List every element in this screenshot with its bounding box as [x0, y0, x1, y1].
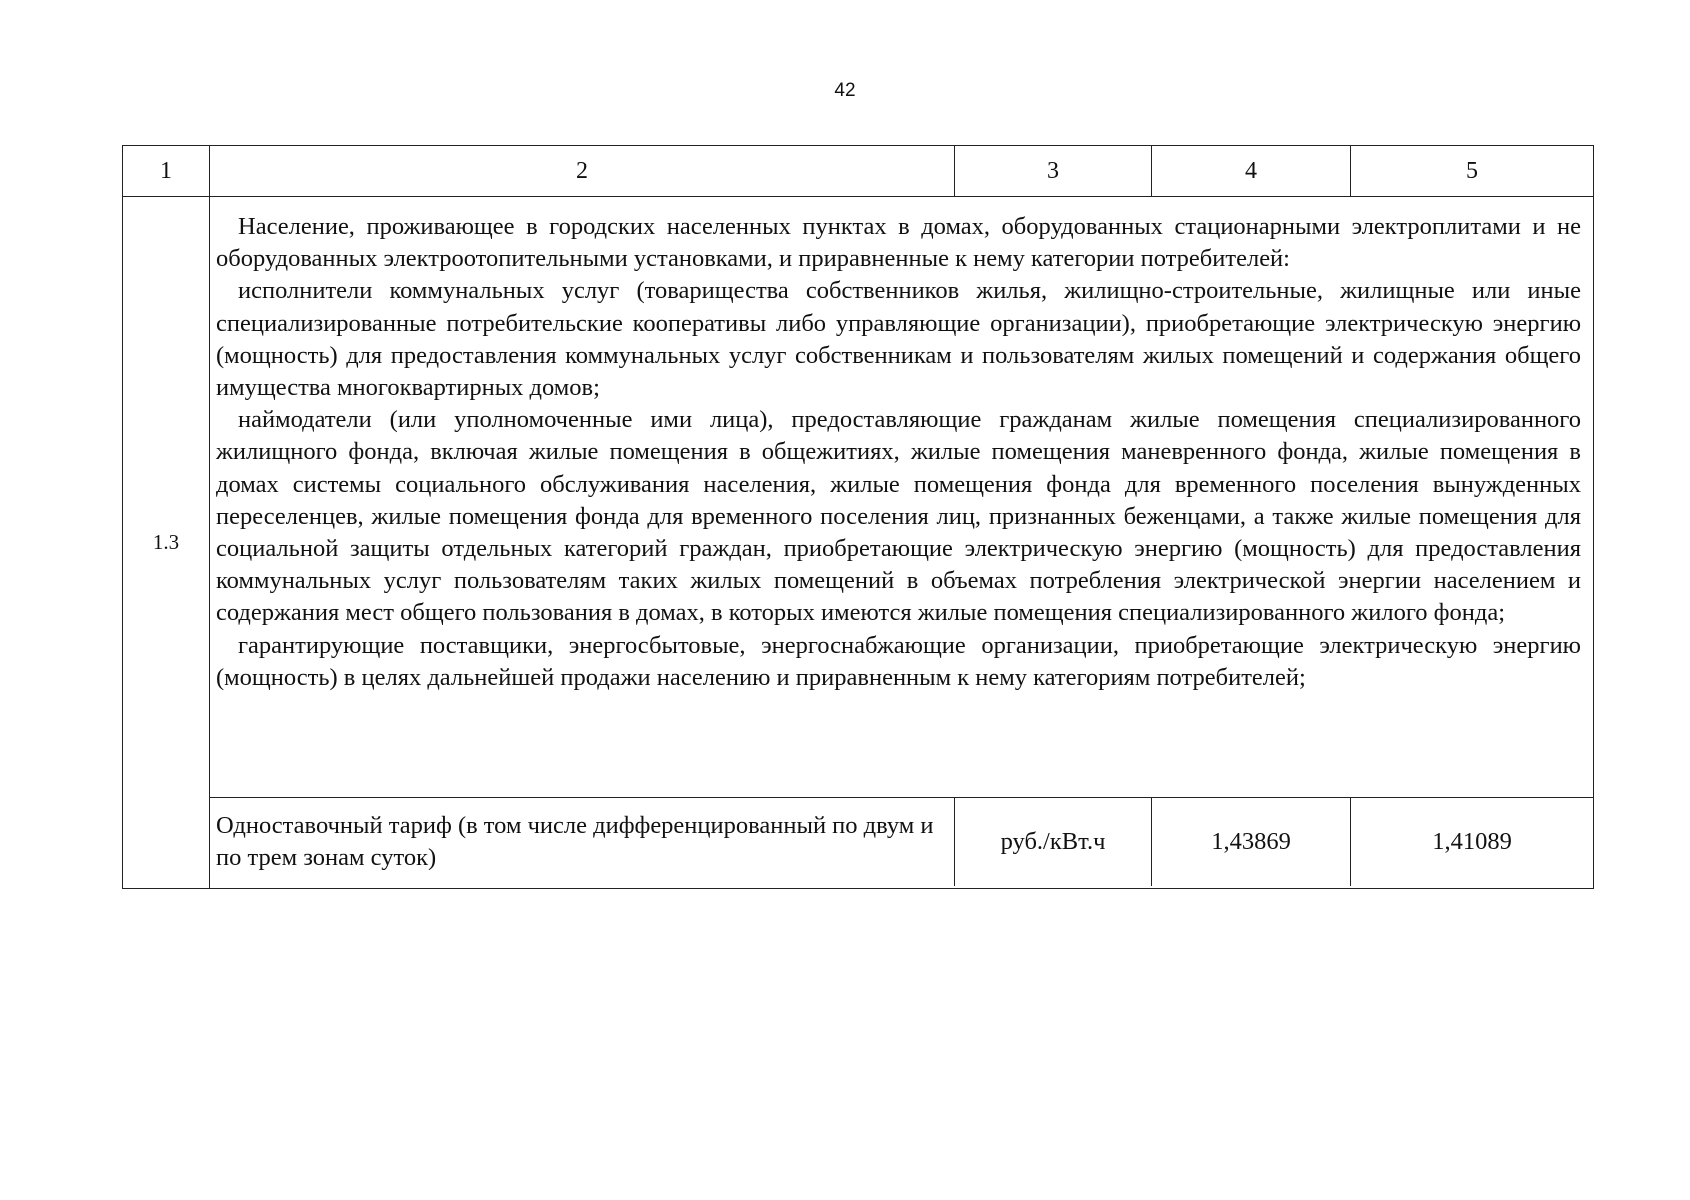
tariff-unit: руб./кВт.ч [955, 798, 1152, 886]
row-content [210, 197, 1593, 888]
description-paragraph: гарантирующие поставщики, энергосбытовые, энергоснабжающие организации, приобретающие электрическую энергию (мощность) в целях дальнейшей продажи населению и приравненным к нему категориям потребителей; [216, 631, 1581, 691]
header-cell-1: 1 [123, 146, 210, 196]
table-row [122, 197, 1594, 889]
header-cell-4: 4 [1152, 146, 1351, 196]
header-cell-5: 5 [1466, 157, 1478, 184]
row-description [210, 197, 1593, 797]
tariff-name: Одноставочный тариф (в том числе дифференцированный по двум и по трем зонам суток) [210, 798, 955, 886]
tariff-row [210, 797, 1593, 886]
table-header-row [122, 145, 1594, 197]
header-cell-3: 3 [955, 146, 1152, 196]
page-number: 42 [834, 80, 856, 101]
description-paragraph: исполнители коммунальных услуг (товарищества собственников жилья, жилищно-строительные, жилищные или иные специализированные потребительские кооперативы либо управляющие организации), приобретающие электрическую энергию (мощность) для предоставления коммунальных услуг собственникам и пользователям жилых помещений и содержания общего имущества многоквартирных домов; [216, 277, 1581, 402]
row-number: 1.3 [123, 197, 210, 888]
description-paragraph: наймодатели (или уполномоченные ими лица), предоставляющие гражданам жилые помещения специализированного жилищного фонда, включая жилые помещения в общежитиях, жилые помещения маневренного фонда, жилые помещения в домах системы социального обслуживания населения, жилые помещения фонда для временного поселения вынужденных переселенцев, жилые помещения фонда для временного поселения лиц, признанных беженцами, а также жилые помещения для социальной защиты отдельных категорий граждан, приобретающие электрическую энергию (мощность) для предоставления коммунальных услуг пользователям таких жилых помещений в объемах потребления электрической энергии населением и содержания мест общего пользования в домах, в которых имеются жилые помещения специализированного жилого фонда; [216, 406, 1581, 627]
tariff-table [122, 145, 1594, 889]
description-paragraph: Население, проживающее в городских населенных пунктах в домах, оборудованных стационарными электроплитами и не оборудованных электроотопительными установками, и приравненные к нему категории потребителей: [216, 213, 1581, 273]
tariff-value-col5: 1,41089 [1432, 828, 1512, 855]
header-cell-2: 2 [210, 146, 955, 196]
tariff-value-col4: 1,43869 [1152, 798, 1351, 886]
